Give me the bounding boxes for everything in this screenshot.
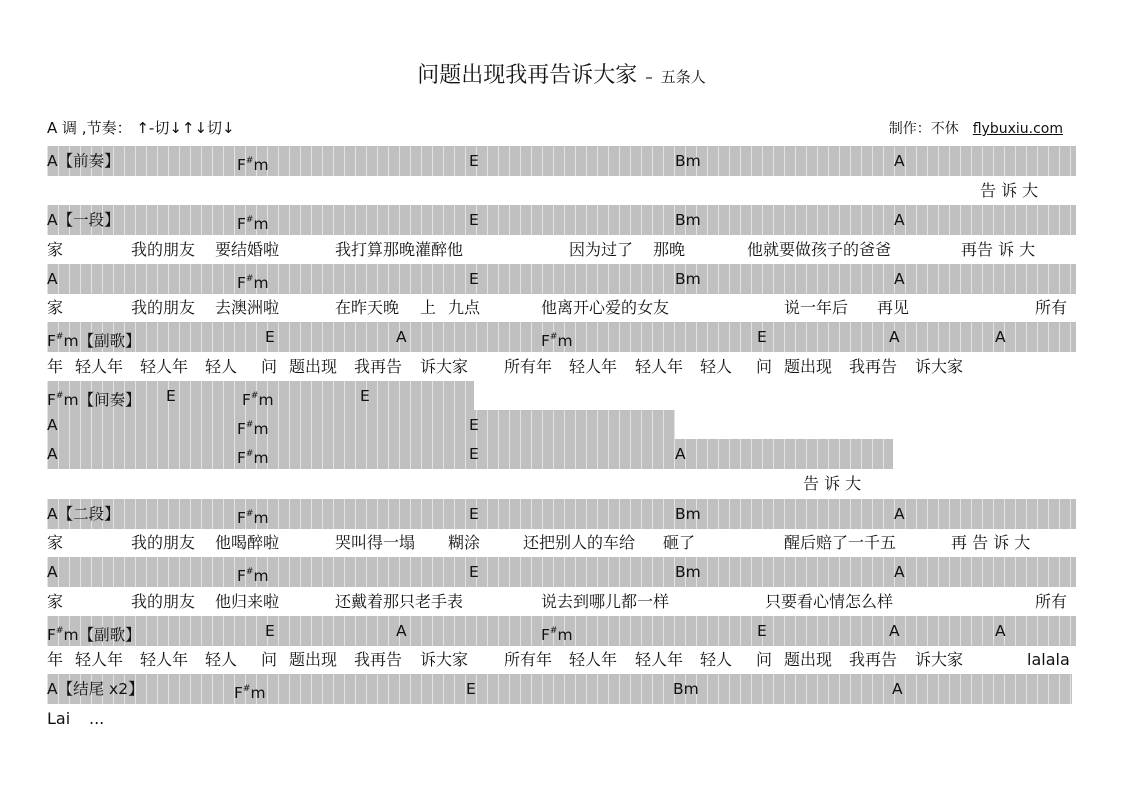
chord: A [995,622,1006,640]
chord: E [469,563,479,581]
sharp-sign: # [250,391,259,401]
chord-section-label: A【前奏】 [47,152,120,170]
chord: A [892,680,903,698]
sharp-sign: # [245,509,254,519]
lyric-word: 问 [261,357,278,376]
lyric-word: 家 [47,240,64,259]
credit-info [889,118,1063,138]
chord-suffix: m [253,449,269,467]
chord: Bm [675,270,701,288]
lyric-word: 我再告 [849,357,898,376]
lyric-word: 我再告 [354,650,403,669]
chord: E [469,211,479,229]
chord [237,557,269,591]
lyric-row [47,645,1076,675]
chord-row [47,557,1076,587]
lyric-word: 还把别人的车给 [523,533,636,552]
chord [237,205,269,239]
chord: E [360,387,370,405]
lyric-word: 我的朋友 [131,533,196,552]
chord: E [469,445,479,463]
chord: A [889,622,900,640]
lyric-word: 题出现 [784,357,833,376]
lyric-word: 醒后赔了一千五 [784,533,897,552]
lyric-word: 诉大家 [420,650,469,669]
lyric-word: 说去到哪儿都一样 [541,592,670,611]
lyric-word: 轻人年 [140,650,189,669]
lyric-row [47,704,1076,734]
lyric-word: 家 [47,592,64,611]
chord: E [265,622,275,640]
lyric-word: 所有年 [504,357,553,376]
chord-row [47,264,1076,294]
lyric-word: 轻人年 [75,650,124,669]
lyric-word: 轻人 [205,650,238,669]
chord-root: F [237,509,246,527]
chord-root: F [237,567,246,585]
chord-suffix-section: m【副歌】 [63,626,141,644]
chord-suffix: m [253,215,269,233]
lyric-word: 他就要做孩子的爸爸 [747,240,892,259]
sharp-sign: # [245,567,254,577]
chord: Bm [675,152,701,170]
lyric-word: 轻人 [700,650,733,669]
lyric-word: 问 [261,650,278,669]
chord: Bm [673,680,699,698]
chord: A [894,270,905,288]
chord: A [396,622,407,640]
sharp-sign: # [245,449,254,459]
lyric-row [47,176,1076,206]
chord: E [469,416,479,434]
chord-row [47,674,1072,704]
chord-suffix-section: m【副歌】 [63,332,141,350]
lyric-word: 题出现 [289,357,338,376]
lyric-word: 我的朋友 [131,592,196,611]
lyric-word: 轻人 [700,357,733,376]
chord-root: F [234,684,243,702]
chord: E [265,328,275,346]
lyric-word: 告 诉 大 [803,474,862,493]
lyric-word: 所有 [1035,592,1068,611]
chord: A [894,563,905,581]
lyric-word: 轻人年 [635,650,684,669]
lyric-word: 年 [47,357,64,376]
lyric-word: 轻人 [205,357,238,376]
lyric-word: 轻人年 [569,650,618,669]
chord: A [47,563,58,581]
lyric-word: 诉大家 [915,650,964,669]
lyric-word: 那晚 [653,240,686,259]
lyric-word: 因为过了 [569,240,634,259]
lyric-word: ... [89,709,105,728]
lyric-row [47,587,1076,617]
chord: A [889,328,900,346]
chord [234,674,266,708]
song-title: 问题出现我再告诉大家 [417,63,638,88]
chord: Bm [675,505,701,523]
lyric-row [47,352,1076,382]
lyric-word: 再见 [877,298,910,317]
lyric-word: 轻人年 [75,357,124,376]
chord-root: F [237,449,246,467]
chord: E [757,328,767,346]
song-header [0,58,1123,89]
lyric-word: 问 [756,650,773,669]
chord-root: F [541,332,550,350]
lyric-row [47,293,1076,323]
sharp-sign: # [245,156,254,166]
rhythm-pattern: ↑-切↓↑↓切↓ [136,119,235,137]
chord: A [995,328,1006,346]
chord [237,146,269,180]
lyric-row [47,469,1076,499]
chord-suffix: m [557,332,573,350]
lyric-word: 要结婚啦 [215,240,280,259]
lyric-word: 再告 诉 大 [961,240,1036,259]
chord-row [47,205,1076,235]
lyric-word: 他归来啦 [215,592,280,611]
lyric-word: 他喝醉啦 [215,533,280,552]
lyric-word: 轻人年 [635,357,684,376]
chord-row [47,616,1076,646]
sharp-sign: # [245,215,254,225]
sharp-sign: # [55,332,64,342]
chord: A [47,270,58,288]
site-link[interactable]: flybuxiu.com [972,121,1063,137]
chord-row [47,322,1076,352]
chord-root: F [541,626,550,644]
chord-root: F [242,391,251,409]
sharp-sign: # [549,626,558,636]
lyric-word: 他离开心爱的女友 [541,298,670,317]
chord-root: F [47,332,56,350]
chord-row [47,381,474,411]
chord-row [47,410,675,440]
chord: E [166,387,176,405]
chord-section-label: A【结尾 x2】 [47,680,144,698]
lyric-word: 所有 [1035,298,1068,317]
lyric-word: 年 [47,650,64,669]
lyric-word: lalala [1027,650,1070,669]
chord: A [47,416,58,434]
chord-suffix: m [557,626,573,644]
chord: E [757,622,767,640]
chord: A [396,328,407,346]
chord [47,322,141,356]
chord [541,322,573,356]
lyric-word: 砸了 [663,533,696,552]
chord-suffix-section: m【间奏】 [63,391,141,409]
lyric-word: 家 [47,533,64,552]
lyric-word: 我的朋友 [131,240,196,259]
chord: A [47,445,58,463]
chord-section-label: A【二段】 [47,505,120,523]
chord: A [894,211,905,229]
chord-row [47,439,893,469]
lyric-word: 只要看心情怎么样 [765,592,894,611]
chord: Bm [675,563,701,581]
chord [237,439,269,473]
title-separator: – [645,68,653,86]
lyric-row [47,528,1076,558]
lyric-word: 轻人年 [140,357,189,376]
sharp-sign: # [55,626,64,636]
chord-root: F [47,391,56,409]
lyric-word: 哭叫得一塌 [335,533,416,552]
lyric-word: Lai [47,709,71,728]
lyric-word: 我打算那晚灌醉他 [335,240,464,259]
chord-suffix: m [253,420,269,438]
lyric-word: 我再告 [354,357,403,376]
lyric-word: 题出现 [784,650,833,669]
lyric-word: 诉大家 [420,357,469,376]
sharp-sign: # [242,684,251,694]
lyric-word: 我的朋友 [131,298,196,317]
chord: E [469,505,479,523]
lyric-word: 我再告 [849,650,898,669]
lyric-word: 糊涂 [448,533,481,552]
lyric-word: 家 [47,298,64,317]
chord-suffix: m [250,684,266,702]
chord-section-label: A【一段】 [47,211,120,229]
chord: A [894,505,905,523]
chord-root: F [237,215,246,233]
lyric-word: 所有年 [504,650,553,669]
chord: Bm [675,211,701,229]
lyric-word: 在昨天晚 [335,298,400,317]
credit-label: 制作：不休 [888,121,959,137]
sharp-sign: # [245,274,254,284]
lyric-word: 说一年后 [784,298,849,317]
lyric-word: 九点 [448,298,481,317]
chord: E [469,152,479,170]
chord: E [466,680,476,698]
chord-row [47,146,1076,176]
lyric-row [47,235,1076,265]
chord-row [47,499,1076,529]
chord-suffix: m [253,509,269,527]
chord-suffix: m [253,274,269,292]
key-label: A 调 ,节奏： [47,119,132,137]
lyric-word: 题出现 [289,650,338,669]
lyric-word: 诉大家 [915,357,964,376]
lyric-word: 问 [756,357,773,376]
lyric-word: 还戴着那只老手表 [335,592,464,611]
artist-name: 五条人 [660,68,706,86]
lyric-word: 告 诉 大 [980,181,1039,200]
key-rhythm-info [47,117,235,138]
sharp-sign: # [245,420,254,430]
chord-suffix: m [258,391,274,409]
chord-root: F [237,420,246,438]
chord-root: F [237,156,246,174]
chord-suffix: m [253,156,269,174]
lyric-word: 去澳洲啦 [215,298,280,317]
chord: A [894,152,905,170]
sharp-sign: # [549,332,558,342]
chord-root: F [237,274,246,292]
chord-root: F [47,626,56,644]
sharp-sign: # [55,391,64,401]
chord: A [675,445,686,463]
lyric-word: 再 告 诉 大 [951,533,1031,552]
chord-suffix: m [253,567,269,585]
chord: E [469,270,479,288]
lyric-word: 轻人年 [569,357,618,376]
lyric-word: 上 [420,298,437,317]
